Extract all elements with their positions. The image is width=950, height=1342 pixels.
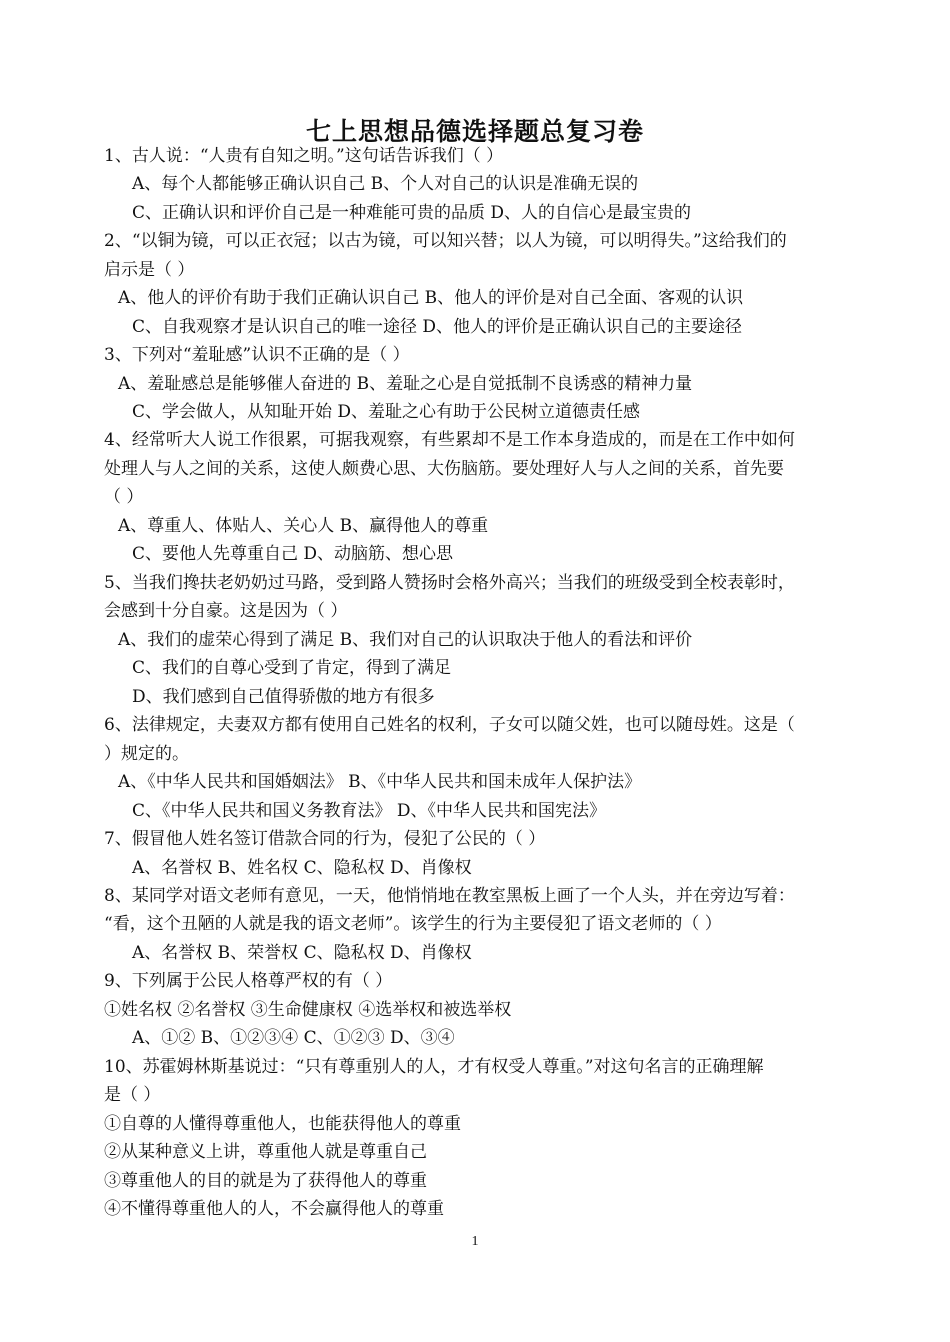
question-10: 10、苏霍姆林斯基说过：“只有尊重别人的人，才有权受人尊重。”对这句名言的正确理解 <box>104 1057 764 1077</box>
q8-options: A、名誉权 B、荣誉权 C、隐私权 D、肖像权 <box>132 943 472 963</box>
page-number: 1 <box>471 1234 479 1249</box>
q2-options-cd: C、自我观察才是认识自己的唯一途径 D、他人的评价是正确认识自己的主要途径 <box>132 317 743 337</box>
page-title: 七上思想品德选择题总复习卷 <box>305 117 644 146</box>
q6-options-cd: C、《中华人民共和国义务教育法》 D、《中华人民共和国宪法》 <box>132 801 607 821</box>
q3-options-ab: A、羞耻感总是能够催人奋进的 B、羞耻之心是自觉抵制不良诱惑的精神力量 <box>118 374 693 394</box>
q1-options-cd: C、正确认识和评价自己是一种难能可贵的品质 D、人的自信心是最宝贵的 <box>132 203 692 223</box>
q2-options-ab: A、他人的评价有助于我们正确认识自己 B、他人的评价是对自己全面、客观的认识 <box>118 288 744 308</box>
question-6: 6、法律规定，夫妻双方都有使用自己姓名的权利，子女可以随父姓，也可以随母姓。这是（ <box>104 715 795 735</box>
question-3: 3、下列对“羞耻感”认识不正确的是（ ） <box>104 345 410 365</box>
q10-item-1: ①自尊的人懂得尊重他人，也能获得他人的尊重 <box>104 1114 461 1134</box>
q1-options-ab: A、每个人都能够正确认识自己 B、个人对自己的认识是准确无误的 <box>132 174 639 194</box>
q9-items: ①姓名权 ②名誉权 ③生命健康权 ④选举权和被选举权 <box>104 1000 512 1020</box>
question-2: 2、“以铜为镜，可以正衣冠；以古为镜，可以知兴替；以人为镜，可以明得失。”这给我们的 <box>104 231 787 251</box>
q10-item-2: ②从某种意义上讲，尊重他人就是尊重自己 <box>104 1142 427 1162</box>
q3-options-cd: C、学会做人，从知耻开始 D、羞耻之心有助于公民树立道德责任感 <box>132 402 641 422</box>
question-9: 9、下列属于公民人格尊严权的有（ ） <box>104 971 393 991</box>
q10-item-3: ③尊重他人的目的就是为了获得他人的尊重 <box>104 1171 427 1191</box>
q5-options-ab: A、我们的虚荣心得到了满足 B、我们对自己的认识取决于他人的看法和评价 <box>118 630 693 650</box>
question-2-cont: 启示是（ ） <box>104 260 195 280</box>
question-4-cont2: （ ） <box>104 487 144 507</box>
q4-options-ab: A、尊重人、体贴人、关心人 B、赢得他人的尊重 <box>118 516 489 536</box>
question-10-cont: 是（ ） <box>104 1085 161 1105</box>
question-5: 5、当我们搀扶老奶奶过马路，受到路人赞扬时会格外高兴；当我们的班级受到全校表彰时， <box>104 573 795 593</box>
q10-item-4: ④不懂得尊重他人的人，不会赢得他人的尊重 <box>104 1199 444 1219</box>
question-4-cont: 处理人与人之间的关系，这使人颇费心思、大伤脑筋。要处理好人与人之间的关系，首先要 <box>104 459 784 479</box>
q6-options-ab: A、《中华人民共和国婚姻法》 B、《中华人民共和国未成年人保护法》 <box>118 772 642 792</box>
question-8-cont: “看，这个丑陋的人就是我的语文老师”。该学生的行为主要侵犯了语文老师的（ ） <box>104 914 722 934</box>
q7-options: A、名誉权 B、姓名权 C、隐私权 D、肖像权 <box>132 858 472 878</box>
q5-option-c: C、我们的自尊心受到了肯定，得到了满足 <box>132 658 452 678</box>
q4-options-cd: C、要他人先尊重自己 D、动脑筋、想心思 <box>132 544 454 564</box>
question-6-cont: ）规定的。 <box>104 744 189 764</box>
question-7: 7、假冒他人姓名签订借款合同的行为，侵犯了公民的（ ） <box>104 829 546 849</box>
question-4: 4、经常听大人说工作很累，可据我观察，有些累却不是工作本身造成的，而是在工作中如何 <box>104 430 795 450</box>
question-1: 1、古人说：“人贵有自知之明。”这句话告诉我们（ ） <box>104 146 504 166</box>
q5-option-d: D、我们感到自己值得骄傲的地方有很多 <box>132 687 435 707</box>
question-8: 8、某同学对语文老师有意见，一天，他悄悄地在教室黑板上画了一个人头，并在旁边写着： <box>104 886 795 906</box>
question-5-cont: 会感到十分自豪。这是因为（ ） <box>104 601 348 621</box>
q9-options: A、①② B、①②③④ C、①②③ D、③④ <box>132 1028 455 1048</box>
